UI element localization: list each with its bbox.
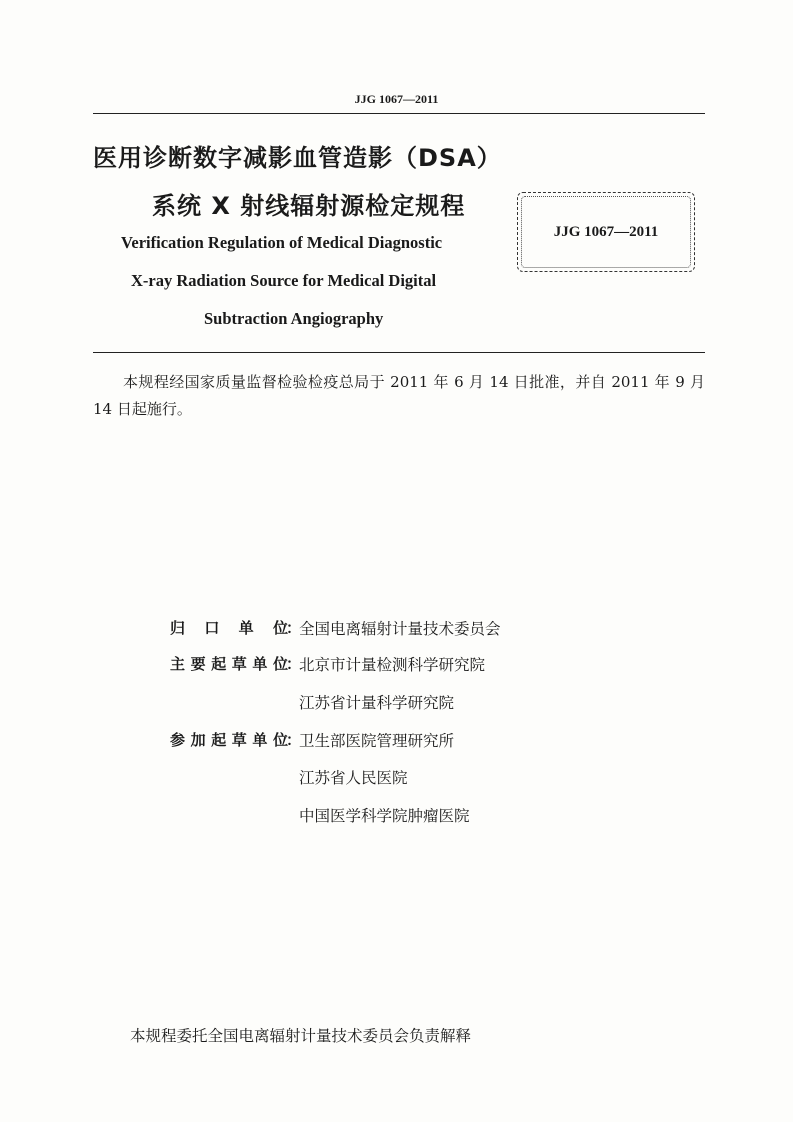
standard-code-badge [517,192,695,272]
interpretation-note: 本规程委托全国电离辐射计量技术委员会负责解释 [130,1027,472,1045]
approval-statement: 本规程经国家质量监督检验检疫总局于 2011 年 6 月 14 日批准，并自 2011 年 9 月 14 日起施行。 [93,373,705,418]
main-drafting-unit-value: 北京市计量检测科学研究院 [299,656,486,674]
title-en-line2: X-ray Radiation Source for Medical Digital [131,271,437,290]
colon: ： [286,731,302,749]
colon: ： [286,655,302,673]
title-en-line1: Verification Regulation of Medical Diagnostic [121,233,443,252]
main-drafting-unit-label: 主要起草单位 [170,655,288,673]
title-cn-line2: 系统 X 射线辐射源检定规程 [152,192,466,220]
badge-code: JJG 1067—2011 [553,223,659,240]
responsible-unit-value: 全国电离辐射计量技术委员会 [299,620,501,638]
participating-unit-value: 卫生部医院管理研究所 [299,732,455,750]
participating-unit-value: 江苏省人民医院 [299,769,408,787]
title-rule [93,352,705,353]
responsible-unit-label: 归 口 单 位 [170,619,288,637]
colon: ： [286,619,302,637]
title-en-line3: Subtraction Angiography [204,309,384,328]
title-cn-line1: 医用诊断数字减影血管造影（DSA） [93,144,502,172]
header-standard-code: JJG 1067—2011 [354,92,439,106]
header-rule [93,113,705,114]
main-drafting-unit-value: 江苏省计量科学研究院 [299,694,455,712]
participating-unit-value: 中国医学科学院肿瘤医院 [299,807,470,825]
participating-unit-label: 参加起草单位 [170,731,288,749]
